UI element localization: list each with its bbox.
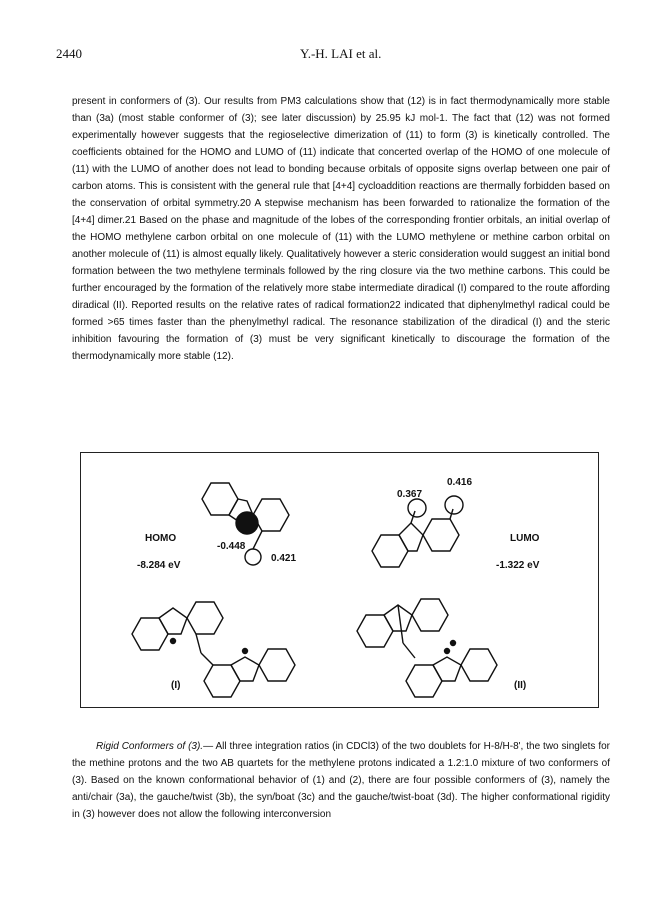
body-paragraph-2 [72,738,610,823]
orbital-diagram [81,453,600,709]
lumo-molecule [372,496,463,567]
running-head: Y.-H. LAI et al. [300,46,382,61]
diradical-ii-label: (II) [514,680,527,691]
lumo-coefficient-2: 0.416 [447,477,473,488]
orbital-figure [80,452,599,708]
homo-coefficient-1: -0.448 [217,541,246,552]
diradical-i-structure [132,602,295,697]
diradical-i-label: (I) [171,680,181,691]
body-paragraph-1 [72,93,610,365]
homo-lobe-large [236,512,258,534]
homo-energy: -8.284 eV [137,560,181,571]
homo-label: HOMO [145,533,177,544]
page-number: 2440 [56,46,82,61]
lumo-lobe-b [445,496,463,514]
lumo-label: LUMO [510,533,540,544]
paragraph-text [72,738,610,823]
paragraph-body: — All three integration ratios (in CDCl3) of the two doublets for H-8/H-8', the two singlets for the methine protons and the two AB quartets for the methylene protons indicated a 1.2:1.0 mixture of two conformers of (3). Based on the known conformational behavior of (1) and (2), there are four possible conformers of (3), namely the anti/chair (3a), the gauche/twist (3b), the syn/boat (3c) and the gauche/twist-boat (3d). The higher conformational rigidity in (3) however does not allow the following interconversion [72,741,610,820]
lumo-lobe-a [408,499,426,517]
lumo-energy: -1.322 eV [496,560,540,571]
paragraph-text: present in conformers of (3). Our results from PM3 calculations show that (12) is in fact thermodynamically more stable than (3a) (most stable conformer of (3); see later discussion) by 25.95 kJ mol-1. The fact that (12) was not formed experimentally however suggests that the regioselective dimerization of (11) to form (3) is kinetically controlled. The coefficients obtained for the HOMO and LUMO of (11) indicate that concerted overlap of the HOMO of one molecule of (11) with the LUMO of another does not lead to bonding because orbitals of opposite signs overlap between one pair of carbon atoms. This is consistent with the general rule that [4+4] cycloaddition reactions are thermally forbidden based on the conservation of orbital symmetry.20 A stepwise mechanism has been forwarded to rationalize the formation of the [4+4] dimer.21 Based on the phase and magnitude of the lobes of the corresponding frontier orbitals, an initial overlap of the HOMO methylene carbon orbital on one molecule of (11) with the LUMO methylene or methine carbon orbital on another molecule of (11) is almost equally likely. Qualitatively however a steric consideration would suggest an initial bond formation between the two methylene terminals followed by the ring closure via the two methine carbons. This could be further encouraged by the formation of the relatively more stabe intermediate diradical (I) compared to the route affording diradical (II). Reported results on the relative rates of radical formation22 indicated that diphenylmethyl radical could be formed >65 times faster than the phenylmethyl radical. The resonance stabilization of the diradical (I) and the steric inhibition favouring the formation of (3) must be very significant kinetically to discourage the formation of the thermodynamically more stable (12). [72,96,610,362]
homo-coefficient-2: 0.421 [271,553,297,564]
section-heading: Rigid Conformers of (3). [96,741,204,752]
lumo-coefficient-1: 0.367 [397,489,423,500]
homo-lobe-small [245,549,261,565]
diradical-ii-structure [357,599,497,697]
